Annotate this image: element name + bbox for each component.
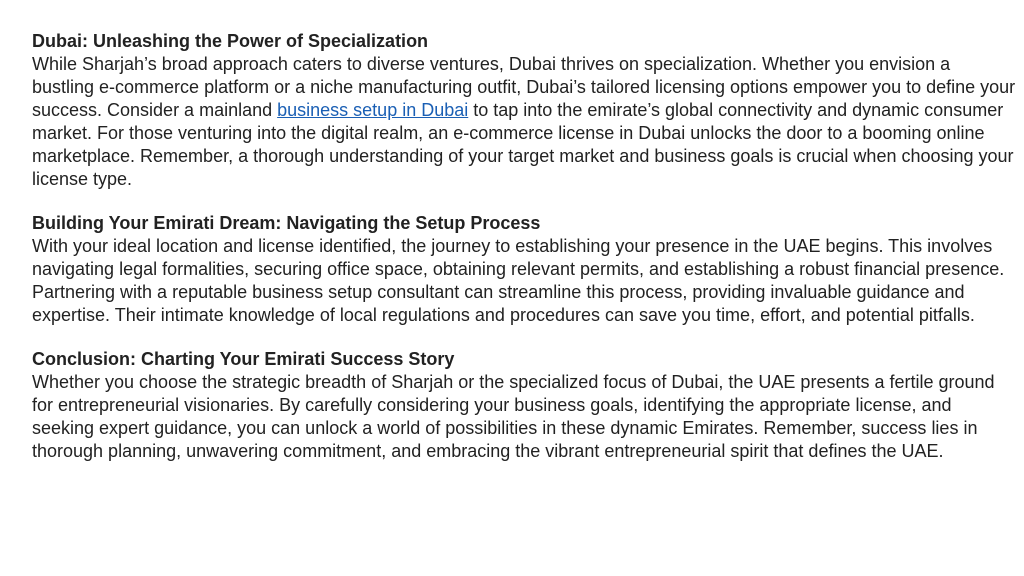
section-heading: Building Your Emirati Dream: Navigating the Setup Process bbox=[32, 213, 541, 233]
section-heading: Dubai: Unleashing the Power of Specialization bbox=[32, 31, 429, 51]
business-setup-dubai-link[interactable]: business setup in Dubai bbox=[277, 100, 469, 120]
paragraph-text: While Sharjah’s broad approach caters to diverse ventures, Dubai thrives on specialization. Whether you envision a bustling e-commerce platform or a niche manufacturing outfit, Dubai’s tailored licensing options empower you to define your success. Consider a mainland bbox=[32, 54, 1016, 120]
section-paragraph: With your ideal location and license identified, the journey to establishing your presence in the UAE begins. This involves navigating legal formalities, securing office space, obtaining relevant permits, and establishing a robust financial presence. Partnering with a reputable business setup consultant can streamline this process, providing invaluable guidance and expertise. Their intimate knowledge of local regulations and procedures can save you time, effort, and potential pitfalls. bbox=[32, 236, 1005, 325]
paragraph-text: to tap into the emirate’s global connectivity and dynamic consumer market. For those venturing into the digital realm, an e-commerce license in Dubai unlocks the door to a booming online marketplace. Remember, a thorough understanding of your target market and business goals is crucial when choosing your license type. bbox=[32, 100, 1014, 189]
section-setup-process bbox=[32, 212, 1016, 327]
document-page bbox=[32, 30, 1016, 484]
section-conclusion bbox=[32, 348, 1016, 463]
section-heading: Conclusion: Charting Your Emirati Success Story bbox=[32, 349, 455, 369]
section-paragraph bbox=[32, 53, 1016, 191]
section-dubai-specialization bbox=[32, 30, 1016, 191]
section-paragraph: Whether you choose the strategic breadth of Sharjah or the specialized focus of Dubai, the UAE presents a fertile ground for entrepreneurial visionaries. By carefully considering your business goals, identifying the appropriate license, and seeking expert guidance, you can unlock a world of possibilities in these dynamic Emirates. Remember, success lies in thorough planning, unwavering commitment, and embracing the vibrant entrepreneurial spirit that defines the UAE. bbox=[32, 372, 995, 461]
